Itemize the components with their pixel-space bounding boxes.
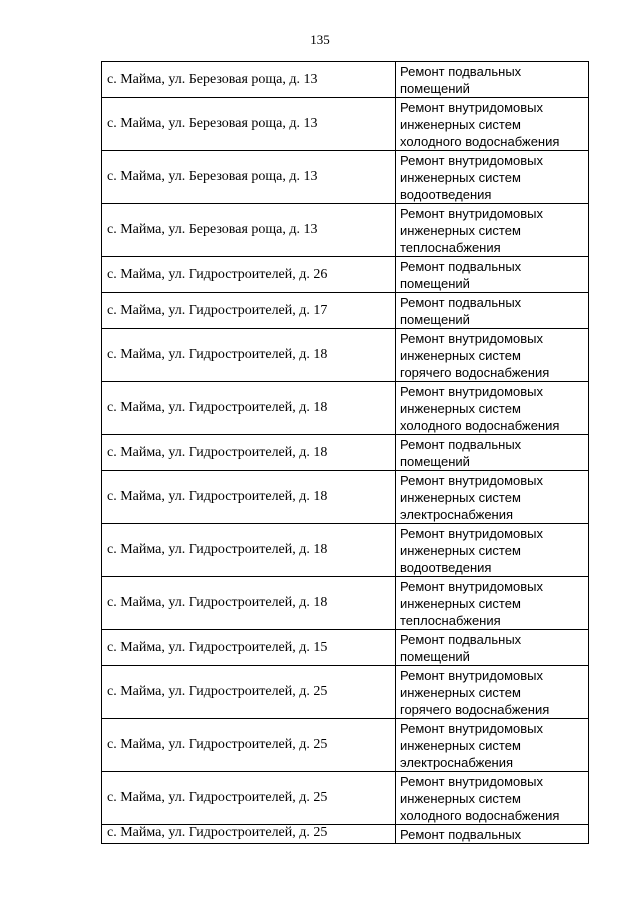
work-line: Ремонт внутридомовых (400, 720, 544, 736)
work-line: горячего водоснабжения (400, 701, 550, 717)
page-number: 135 (310, 32, 330, 47)
work-line: инженерных систем (400, 222, 521, 238)
work-line: инженерных систем (400, 542, 521, 558)
table-row (102, 471, 589, 524)
table-row (102, 577, 589, 630)
address-cell: с. Майма, ул. Березовая роща, д. 13 (102, 204, 396, 257)
table-row (102, 825, 589, 844)
work-cell (396, 329, 589, 382)
work-line: Ремонт внутридомовых (400, 667, 544, 683)
work-line: Ремонт внутридомовых (400, 152, 544, 168)
table-row (102, 62, 589, 98)
address-cell: с. Майма, ул. Гидростроителей, д. 18 (102, 435, 396, 471)
address-cell: с. Майма, ул. Гидростроителей, д. 18 (102, 382, 396, 435)
work-cell (396, 524, 589, 577)
work-line: помещений (400, 453, 470, 469)
work-cell (396, 435, 589, 471)
address-cell: с. Майма, ул. Березовая роща, д. 13 (102, 98, 396, 151)
work-cell (396, 630, 589, 666)
address-cell: с. Майма, ул. Гидростроителей, д. 18 (102, 577, 396, 630)
address-cell: с. Майма, ул. Гидростроителей, д. 26 (102, 257, 396, 293)
address-cell: с. Майма, ул. Гидростроителей, д. 25 (102, 825, 396, 844)
work-line: водоотведения (400, 559, 492, 575)
work-line: Ремонт внутридомовых (400, 330, 544, 346)
work-line: Ремонт внутридомовых (400, 525, 544, 541)
work-cell (396, 98, 589, 151)
work-cell (396, 772, 589, 825)
table-row (102, 382, 589, 435)
table-row (102, 293, 589, 329)
work-line: Ремонт внутридомовых (400, 205, 544, 221)
work-line: помещений (400, 275, 470, 291)
work-line: холодного водоснабжения (400, 417, 560, 433)
work-line: Ремонт внутридомовых (400, 383, 544, 399)
work-line: Ремонт подвальных (400, 631, 522, 647)
address-cell: с. Майма, ул. Березовая роща, д. 13 (102, 151, 396, 204)
table-row (102, 98, 589, 151)
work-line: электроснабжения (400, 506, 514, 522)
address-cell: с. Майма, ул. Березовая роща, д. 13 (102, 62, 396, 98)
work-cell (396, 62, 589, 98)
work-line: инженерных систем (400, 684, 521, 700)
table-row (102, 666, 589, 719)
work-line: помещений (400, 311, 470, 327)
work-line: теплоснабжения (400, 239, 501, 255)
work-line: инженерных систем (400, 116, 521, 132)
work-line: водоотведения (400, 186, 492, 202)
table-row (102, 257, 589, 293)
work-line: Ремонт внутридомовых (400, 472, 544, 488)
work-line: инженерных систем (400, 347, 521, 363)
work-line: инженерных систем (400, 595, 521, 611)
work-cell (396, 204, 589, 257)
table-row (102, 524, 589, 577)
work-line: Ремонт подвальных (400, 63, 522, 79)
work-cell (396, 151, 589, 204)
work-cell (396, 382, 589, 435)
work-cell (396, 293, 589, 329)
table-row (102, 630, 589, 666)
work-cell (396, 666, 589, 719)
work-line: инженерных систем (400, 790, 521, 806)
work-line: электроснабжения (400, 754, 514, 770)
work-line: инженерных систем (400, 169, 521, 185)
work-line: Ремонт внутридомовых (400, 578, 544, 594)
work-line: помещений (400, 648, 470, 664)
work-line: инженерных систем (400, 737, 521, 753)
address-cell: с. Майма, ул. Гидростроителей, д. 17 (102, 293, 396, 329)
repair-table (101, 61, 589, 844)
work-line: Ремонт внутридомовых (400, 773, 544, 789)
work-line: холодного водоснабжения (400, 807, 560, 823)
table-row (102, 151, 589, 204)
table-row (102, 204, 589, 257)
address-cell: с. Майма, ул. Гидростроителей, д. 18 (102, 471, 396, 524)
work-cell (396, 577, 589, 630)
work-line: теплоснабжения (400, 612, 501, 628)
table-row (102, 435, 589, 471)
work-line: холодного водоснабжения (400, 133, 560, 149)
work-line: инженерных систем (400, 489, 521, 505)
table-row (102, 329, 589, 382)
address-cell: с. Майма, ул. Гидростроителей, д. 25 (102, 719, 396, 772)
work-line: инженерных систем (400, 400, 521, 416)
work-line: Ремонт подвальных (400, 436, 522, 452)
work-cell (396, 719, 589, 772)
work-cell (396, 471, 589, 524)
work-line: горячего водоснабжения (400, 364, 550, 380)
work-line: Ремонт подвальных (400, 826, 522, 842)
table-row (102, 719, 589, 772)
address-cell: с. Майма, ул. Гидростроителей, д. 18 (102, 524, 396, 577)
address-cell: с. Майма, ул. Гидростроителей, д. 15 (102, 630, 396, 666)
address-cell: с. Майма, ул. Гидростроителей, д. 25 (102, 666, 396, 719)
repair-table-body (102, 62, 589, 844)
work-line: Ремонт подвальных (400, 258, 522, 274)
work-line: Ремонт внутридомовых (400, 99, 544, 115)
work-line: Ремонт подвальных (400, 294, 522, 310)
address-cell: с. Майма, ул. Гидростроителей, д. 25 (102, 772, 396, 825)
work-cell (396, 257, 589, 293)
work-line: помещений (400, 80, 470, 96)
work-cell (396, 825, 589, 844)
address-cell: с. Майма, ул. Гидростроителей, д. 18 (102, 329, 396, 382)
table-row (102, 772, 589, 825)
